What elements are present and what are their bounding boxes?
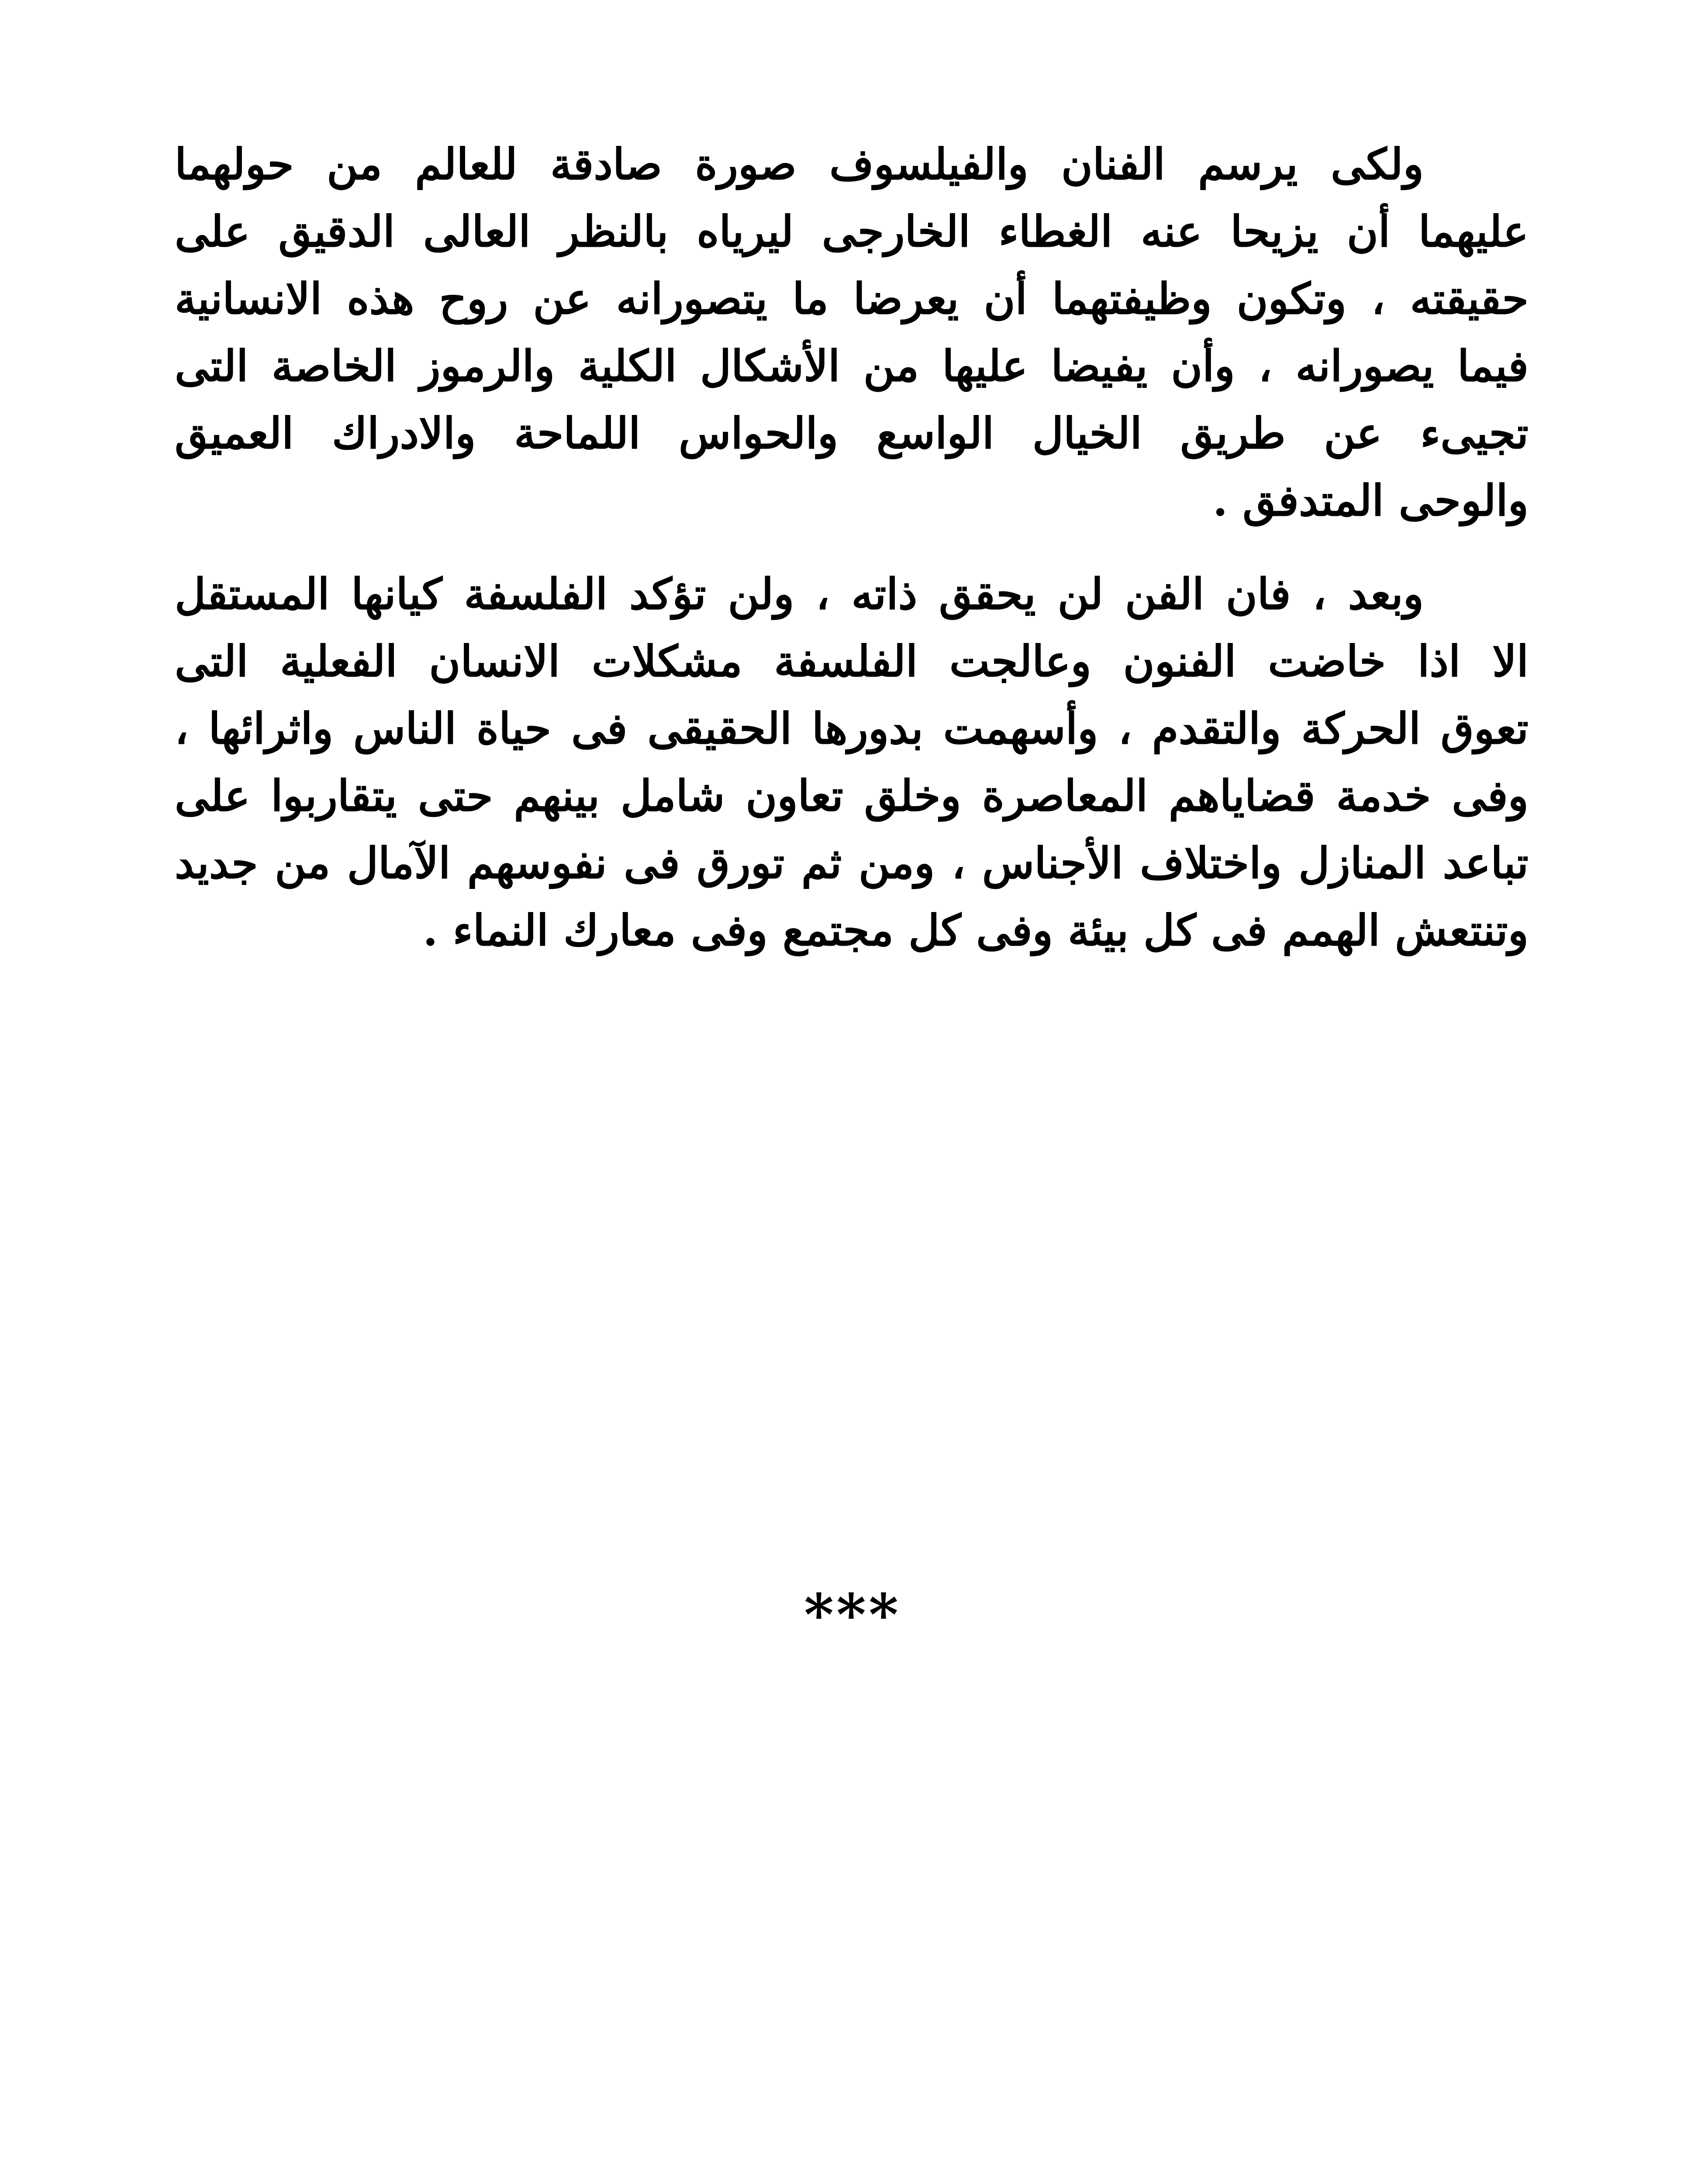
text-line: الا اذا خاضت الفنون وعالجت الفلسفة مشكلات الانسان الفعلية التى	[175, 636, 1529, 687]
text-line: تباعد المنازل واختلاف الأجناس ، ومن ثم تورق فى نفوسهم الآمال من جديد	[175, 838, 1529, 888]
section-ornament: ***	[804, 1581, 901, 1648]
text-line: وبعد ، فان الفن لن يحقق ذاته ، ولن تؤكد الفلسفة كيانها المستقل	[175, 569, 1424, 619]
text-line: والوحى المتدفق .	[1213, 476, 1529, 526]
body-text	[175, 131, 1529, 991]
paragraph-2	[175, 561, 1529, 964]
text-line: وتنتعش الهمم فى كل بيئة وفى كل مجتمع وفى معارك النماء .	[423, 905, 1529, 956]
paragraph-1	[175, 131, 1529, 535]
text-line: حقيقته ، وتكون وظيفتهما أن يعرضا ما يتصورانه عن روح هذه الانسانية	[175, 274, 1529, 324]
text-line: عليهما أن يزيحا عنه الغطاء الخارجى ليرياه بالنظر العالى الدقيق على	[175, 207, 1529, 257]
text-line: تجيىء عن طريق الخيال الواسع والحواس اللماحة والادراك العميق	[175, 408, 1529, 459]
text-line: ولكى يرسم الفنان والفيلسوف صورة صادقة للعالم من حولهما	[175, 139, 1424, 190]
text-line: تعوق الحركة والتقدم ، وأسهمت بدورها الحقيقى فى حياة الناس واثرائها ،	[175, 704, 1529, 754]
text-line: فيما يصورانه ، وأن يفيضا عليها من الأشكال الكلية والرموز الخاصة التى	[175, 341, 1529, 391]
text-line: وفى خدمة قضاياهم المعاصرة وخلق تعاون شامل بينهم حتى يتقاربوا على	[175, 771, 1529, 821]
